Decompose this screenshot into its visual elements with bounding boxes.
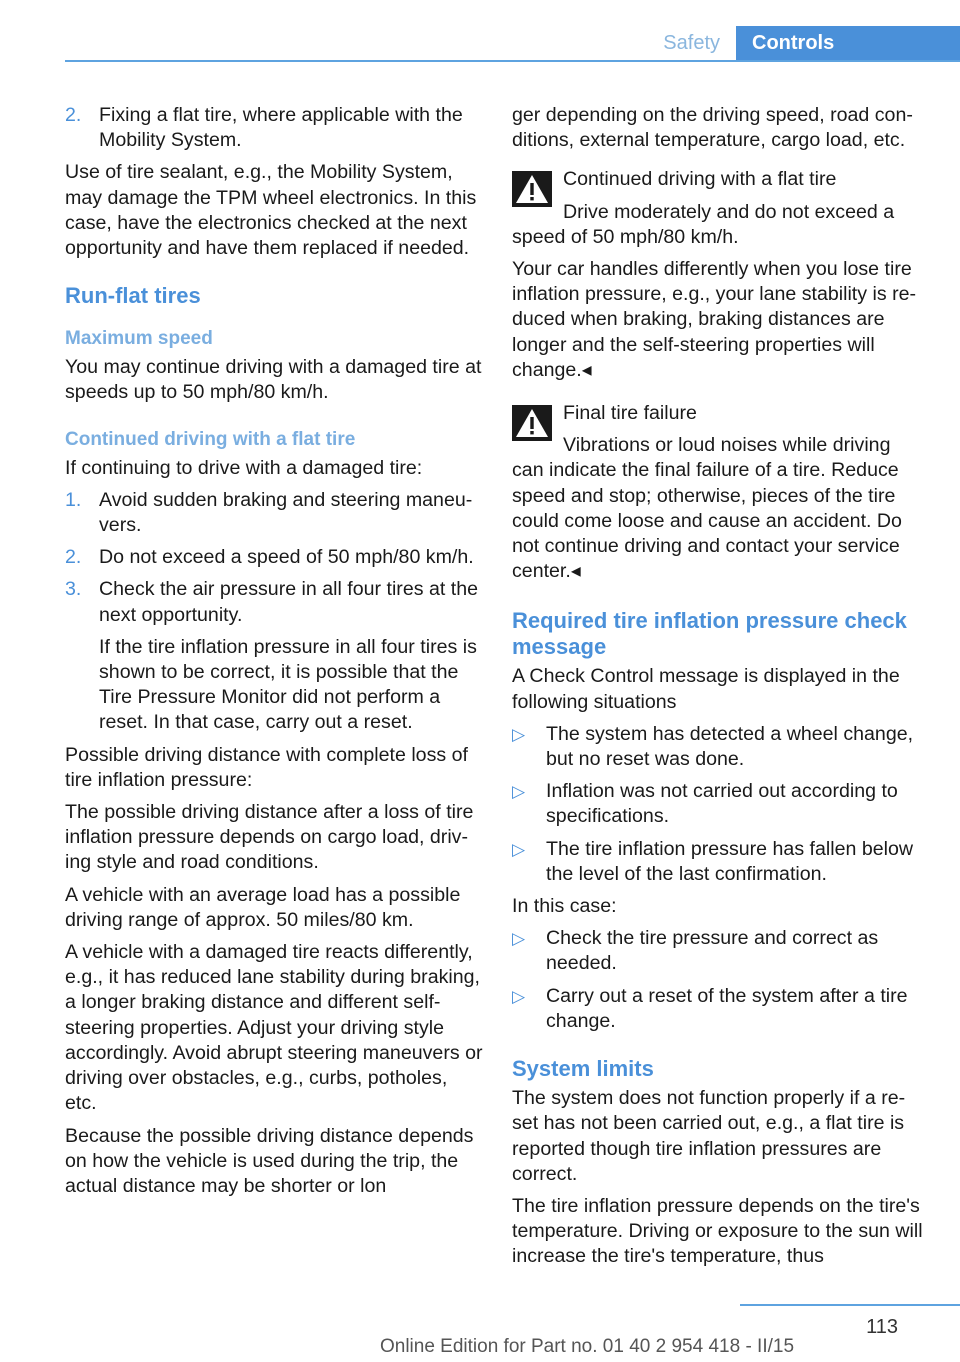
list-text-block: [99, 577, 483, 735]
left-column: [65, 103, 483, 1206]
list-item: [512, 722, 924, 772]
page-number: 113: [866, 1316, 898, 1338]
heading-system-limits: System limits: [512, 1056, 654, 1082]
paragraph-continuation: ger depending on the driving speed, road conditions, external temperature, cargo load, etc.: [512, 104, 913, 152]
paragraph-if-continuing: If continuing to drive with a damaged tire:: [65, 456, 423, 479]
list-number: 3.: [65, 578, 82, 601]
heading-maximum-speed: Maximum speed: [65, 328, 213, 350]
warning-text: Drive moderately and do not exceed a speed of 50 mph/80 km/h.: [512, 200, 895, 248]
list-item: [65, 545, 483, 570]
triangle-bullet-icon: ▷: [512, 724, 526, 744]
paragraph-because: Because the possible driving distance depends on how the vehicle is used during the trip, the actual distance may be shorter or lon: [65, 1124, 474, 1197]
heading-run-flat-tires: Run-flat tires: [65, 283, 201, 309]
list-number: 2.: [65, 104, 82, 126]
paragraph-possible-distance: Possible driving distance with complete loss of tire inflation pressure:: [65, 743, 468, 791]
paragraph-handles-differently: Your car handles differently when you lose tire inflation pressure, e.g., your lane stability is reduced when braking, braking distances are longer and the self-steering properties will change.◂: [512, 258, 917, 381]
header-rule: [65, 60, 960, 62]
warning-text: Vibrations or loud noises while driving can indicate the final failure of a tire. Reduce speed and stop; otherwise, pieces of the tire could come loose and cause an accident. Do not continue driving and contact your service center.◂: [512, 434, 902, 583]
list-subtext: If the tire inflation pressure in all four tires is shown to be correct, it is possible that the Tire Pressure Monitor did not perform a reset. In that case, carry out a reset.: [99, 635, 477, 734]
warning-continued-driving: [512, 167, 924, 250]
list-text: Check the tire pressure and correct as needed.: [546, 927, 879, 975]
heading-continued-driving: Continued driving with a flat tire: [65, 428, 356, 450]
edition-footer: Online Edition for Part no. 01 40 2 954 418 - II/15: [379, 1336, 795, 1357]
paragraph-sealant: Use of tire sealant, e.g., the Mobility System, may damage the TPM wheel electronics. In this case, have the electronics checked at the next opportunity and have them replaced if needed.: [65, 161, 477, 260]
list-text: Check the air pressure in all four tires at the next opportunity.: [99, 578, 478, 626]
paragraph-system-limits: The system does not function properly if a reset has not been carried out, e.g., a flat tire is reported though tire inflation pressures are correct.: [512, 1087, 906, 1185]
paragraph-check-control: A Check Control message is displayed in the following situations: [512, 665, 900, 713]
list-text: Avoid sudden braking and steering maneuvers.: [99, 488, 473, 537]
list-item: [65, 488, 483, 538]
triangle-bullet-icon: ▷: [512, 986, 526, 1006]
warning-title: Continued driving with a flat tire: [563, 168, 837, 191]
list-text: Carry out a reset of the system after a tire change.: [546, 984, 908, 1032]
list-text: The system has detected a wheel change, but no reset was done.: [546, 722, 914, 771]
warning-title: Final tire failure: [563, 402, 697, 425]
list-item: [512, 926, 924, 976]
list-item: [512, 779, 924, 829]
list-number: 1.: [65, 488, 82, 511]
right-column: [512, 103, 924, 1277]
footer-rule: [740, 1304, 960, 1306]
list-item: [512, 984, 924, 1034]
triangle-bullet-icon: ▷: [512, 839, 526, 859]
list-text: Inflation was not carried out according to specifications.: [546, 780, 898, 828]
heading-required-check-message: Required tire inflation pressure check message: [512, 608, 907, 660]
warning-triangle-icon: [512, 405, 552, 441]
triangle-bullet-icon: ▷: [512, 782, 526, 802]
list-number: 2.: [65, 546, 82, 569]
paragraph-distance-depends: The possible driving distance after a loss of tire inflation pressure depends on cargo load, driving style and road conditions.: [65, 801, 474, 874]
warning-triangle-icon: [512, 171, 552, 207]
list-text: Fixing a flat tire, where applicable with the Mobility System.: [99, 104, 463, 152]
triangle-bullet-icon: ▷: [512, 929, 526, 949]
list-text: The tire inflation pressure has fallen below the level of the last confirmation.: [546, 837, 914, 885]
paragraph-average-load: A vehicle with an average load has a possible driving range of approx. 50 miles/80 km.: [65, 883, 461, 931]
paragraph-temperature: The tire inflation pressure depends on the tire's temperature. Driving or exposure to the sun will increase the tire's temperature, thus: [512, 1194, 923, 1268]
list-item: [512, 837, 924, 887]
list-item: [65, 577, 483, 735]
paragraph-maximum-speed: You may continue driving with a damaged tire at speeds up to 50 mph/80 km/h.: [65, 356, 482, 404]
list-text: Do not exceed a speed of 50 mph/80 km/h.: [99, 546, 474, 569]
warning-final-failure: [512, 401, 924, 584]
header-chapter-controls: Controls: [736, 26, 960, 60]
paragraph-in-this-case: In this case:: [512, 895, 617, 918]
list-item: [65, 103, 483, 153]
paragraph-damaged-tire: A vehicle with a damaged tire reacts differently, e.g., it has reduced lane stability during braking, a longer braking distance and different self-steering properties. Adjust your driving style accordingly. Avoid abrupt steering maneuvers or driving over obstacles, e.g., curbs, potholes, etc.: [65, 941, 483, 1115]
header-section-safety: Safety: [663, 32, 720, 54]
